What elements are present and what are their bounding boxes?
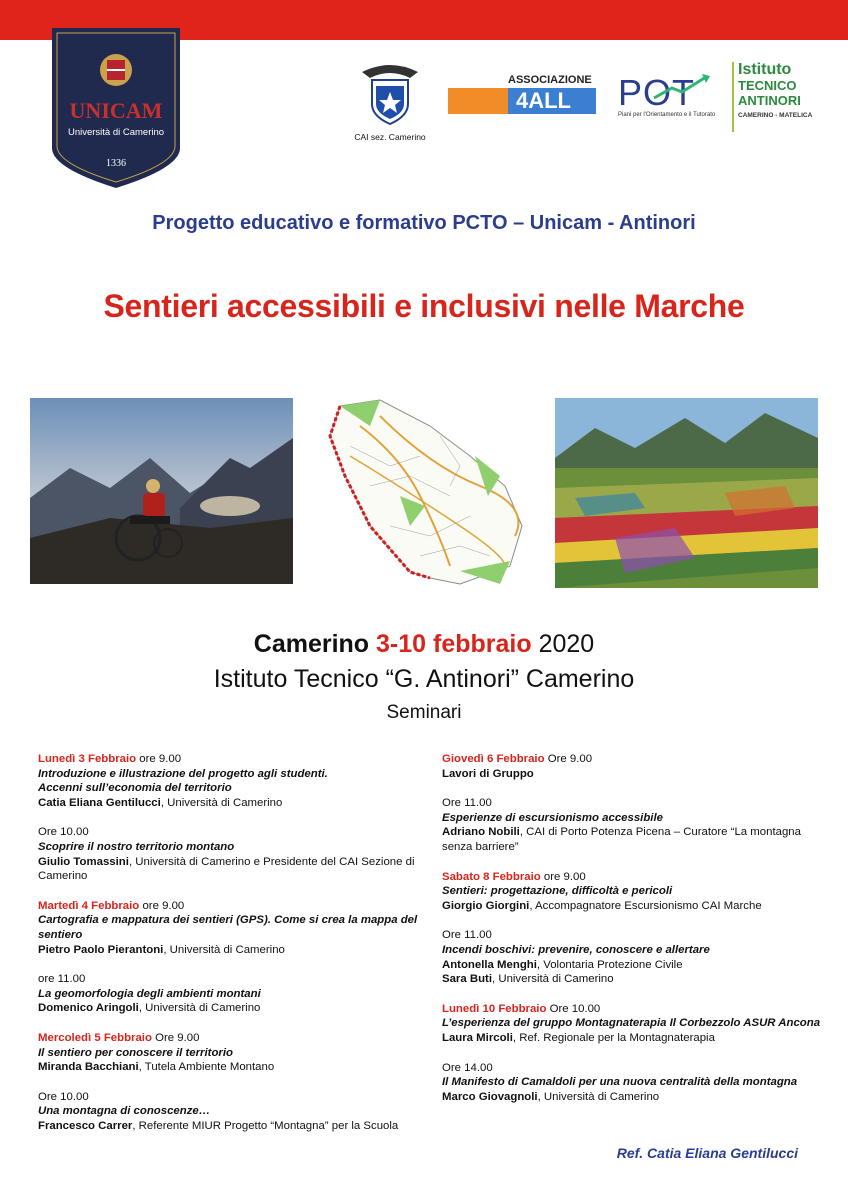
session-day: Sabato 8 Febbraio — [442, 870, 541, 883]
schedule-block — [442, 928, 822, 986]
speaker-name: Antonella Menghi — [442, 958, 537, 971]
session-day: Lunedì 10 Febbraio — [442, 1002, 547, 1015]
speaker-affiliation: , Volontaria Protezione Civile — [536, 958, 683, 971]
session-time-line — [442, 1061, 822, 1076]
cai-caption: CAI sez. Camerino — [354, 132, 426, 142]
schedule-block — [442, 1002, 822, 1046]
session-time: Ore 10.00 — [38, 1090, 89, 1103]
event-type: Seminari — [386, 702, 462, 723]
session-topic: Una montagna di conoscenze… — [38, 1105, 211, 1118]
schedule-block — [38, 1090, 430, 1134]
speaker-name: Pietro Paolo Pierantoni — [38, 943, 164, 956]
session-time: ore 11.00 — [38, 973, 86, 986]
session-topic: Esperienze di escursionismo accessibile — [442, 811, 663, 824]
session-speaker — [442, 1090, 822, 1105]
session-speaker — [442, 972, 822, 987]
session-speaker — [38, 943, 430, 958]
session-time-line — [38, 1031, 430, 1046]
session-speaker — [442, 899, 822, 914]
event-date-line — [0, 630, 848, 659]
speaker-name: Adriano Nobili — [442, 826, 520, 839]
g4all-logo: ASSOCIAZIONE G 4ALL — [448, 74, 596, 116]
event-title: Sentieri accessibili e inclusivi nelle Marche — [103, 288, 745, 324]
session-speaker — [38, 796, 430, 811]
session-topic: Cartografia e mappatura dei sentieri (GPS). Come si crea la mappa del sentiero — [38, 914, 418, 941]
speaker-affiliation: , Accompagnatore Escursionismo CAI Marche — [529, 899, 762, 912]
unicam-logo — [50, 28, 182, 190]
session-speaker — [442, 767, 822, 782]
speaker-name: Marco Giovagnoli — [442, 1090, 538, 1103]
speaker-name: Laura Mircoli — [442, 1031, 513, 1044]
session-time: Ore 9.00 — [151, 1031, 200, 1044]
project-subtitle: Progetto educativo e formativo PCTO – Unicam - Antinori — [152, 212, 696, 234]
session-topic: Accenni sull’economia del territorio — [38, 782, 232, 795]
event-dates: 3-10 febbraio — [376, 630, 532, 658]
session-time-line — [38, 899, 430, 914]
session-topic: Scoprire il nostro territorio montano — [38, 840, 235, 853]
session-topic: Incendi boschivi: prevenire, conoscere e allertare — [442, 943, 710, 956]
session-time: Ore 9.00 — [544, 753, 593, 765]
flowering-plain-photo — [555, 398, 818, 588]
session-time: Ore 10.00 — [546, 1002, 601, 1015]
antinori-line4: CAMERINO - MATELICA — [738, 112, 813, 119]
marche-trails-map — [310, 396, 538, 588]
session-time: Ore 10.00 — [38, 826, 89, 839]
reference-contact: Ref. Catia Eliana Gentilucci — [616, 1145, 798, 1161]
pot-caption: Piani per l'Orientamento e il Tutorato — [618, 112, 716, 118]
schedule-block — [38, 972, 430, 1016]
schedule-block — [442, 752, 822, 781]
session-time: ore 9.00 — [139, 899, 185, 912]
event-venue: Istituto Tecnico “G. Antinori” Camerino — [213, 665, 635, 693]
speaker-affiliation: , Università di Camerino — [138, 1002, 261, 1015]
session-day: Giovedì 6 Febbraio — [442, 753, 545, 765]
schedule-left-column — [38, 752, 430, 1148]
g4all-wordmark: 4ALL — [516, 88, 571, 113]
session-topic: Introduzione e illustrazione del progetto agli studenti. — [38, 767, 328, 780]
session-speaker — [442, 958, 822, 973]
session-speaker — [38, 1119, 430, 1134]
session-topic: La geomorfologia degli ambienti montani — [38, 987, 261, 1000]
speaker-name: Miranda Bacchiani — [38, 1061, 139, 1074]
session-time-line — [38, 972, 430, 987]
session-topic: L’esperienza del gruppo Montagnaterapia Il Corbezzolo ASUR Ancona — [442, 1017, 821, 1030]
schedule-block — [442, 796, 822, 854]
speaker-affiliation: , Referente MIUR Progetto “Montagna” per la Scuola — [132, 1119, 399, 1132]
schedule-block — [38, 752, 430, 810]
session-topic: Il Manifesto di Camaldoli per una nuova centralità della montagna — [442, 1076, 798, 1089]
session-time: ore 9.00 — [136, 753, 182, 765]
session-speaker — [38, 1001, 430, 1016]
speaker-affiliation: , Tutela Ambiente Montano — [138, 1061, 275, 1074]
speaker-name: Sara Buti — [442, 973, 493, 986]
speaker-name: Lavori di Gruppo — [442, 767, 534, 780]
speaker-name: Catia Eliana Gentilucci — [38, 796, 161, 809]
event-city: Camerino — [253, 630, 370, 658]
pot-logo — [618, 72, 718, 124]
unicam-wordmark: UNICAM — [69, 98, 163, 123]
session-topic: Il sentiero per conoscere il territorio — [38, 1046, 233, 1059]
speaker-affiliation: , Università di Camerino — [537, 1090, 660, 1103]
schedule-block — [38, 1031, 430, 1075]
session-time-line — [442, 870, 822, 885]
session-time-line — [38, 752, 430, 767]
session-speaker — [442, 825, 822, 854]
session-speaker — [38, 855, 430, 884]
unicam-year: 1336 — [106, 158, 126, 169]
session-time-line — [442, 1002, 822, 1017]
session-time-line — [38, 1090, 430, 1105]
antinori-line1: Istituto — [738, 61, 792, 78]
session-day: Lunedì 3 Febbraio — [38, 753, 137, 765]
antinori-line3: ANTINORI — [738, 93, 801, 108]
session-speaker — [38, 1060, 430, 1075]
wheelchair-mountain-photo — [30, 398, 293, 584]
session-day: Mercoledì 5 Febbraio — [38, 1031, 152, 1044]
session-time: Ore 11.00 — [442, 929, 492, 942]
speaker-affiliation: , Università di Camerino — [492, 973, 614, 986]
session-day: Martedì 4 Febbraio — [38, 899, 140, 912]
schedule-right-column — [442, 752, 822, 1119]
speaker-affiliation: , Università di Camerino — [163, 943, 285, 956]
speaker-affiliation: , Università di Camerino e Presidente del CAI Sezione di Camerino — [38, 855, 415, 883]
pot-wordmark: POT — [618, 72, 696, 113]
speaker-affiliation: , CAI di Porto Potenza Picena – Curatore “La montagna senza barriere” — [442, 826, 801, 853]
speaker-name: Francesco Carrer — [38, 1119, 133, 1132]
speaker-name: Giulio Tomassini — [38, 855, 129, 868]
schedule-block — [38, 899, 430, 957]
event-year: 2020 — [538, 630, 595, 658]
schedule-block — [38, 825, 430, 883]
schedule-block — [442, 870, 822, 914]
session-time-line — [442, 752, 822, 767]
session-time: Ore 11.00 — [442, 797, 492, 810]
speaker-affiliation: , Ref. Regionale per la Montagnaterapia — [512, 1031, 715, 1044]
speaker-name: Giorgio Giorgini — [442, 899, 530, 912]
session-time: ore 9.00 — [540, 870, 586, 883]
session-speaker — [442, 1031, 822, 1046]
session-time-line — [442, 928, 822, 943]
antinori-line2: TECNICO — [738, 78, 797, 93]
session-time: Ore 14.00 — [442, 1061, 493, 1074]
g4all-association: ASSOCIAZIONE — [508, 74, 592, 86]
unicam-subtitle: Università di Camerino — [67, 127, 165, 138]
antinori-logo — [732, 62, 818, 132]
session-topic: Sentieri: progettazione, difficoltà e pericoli — [442, 885, 673, 898]
schedule-block — [442, 1061, 822, 1105]
session-time-line — [442, 796, 822, 811]
speaker-affiliation: , Università di Camerino — [160, 796, 283, 809]
speaker-name: Domenico Aringoli — [38, 1002, 139, 1015]
cai-logo — [350, 58, 430, 148]
session-time-line — [38, 825, 430, 840]
